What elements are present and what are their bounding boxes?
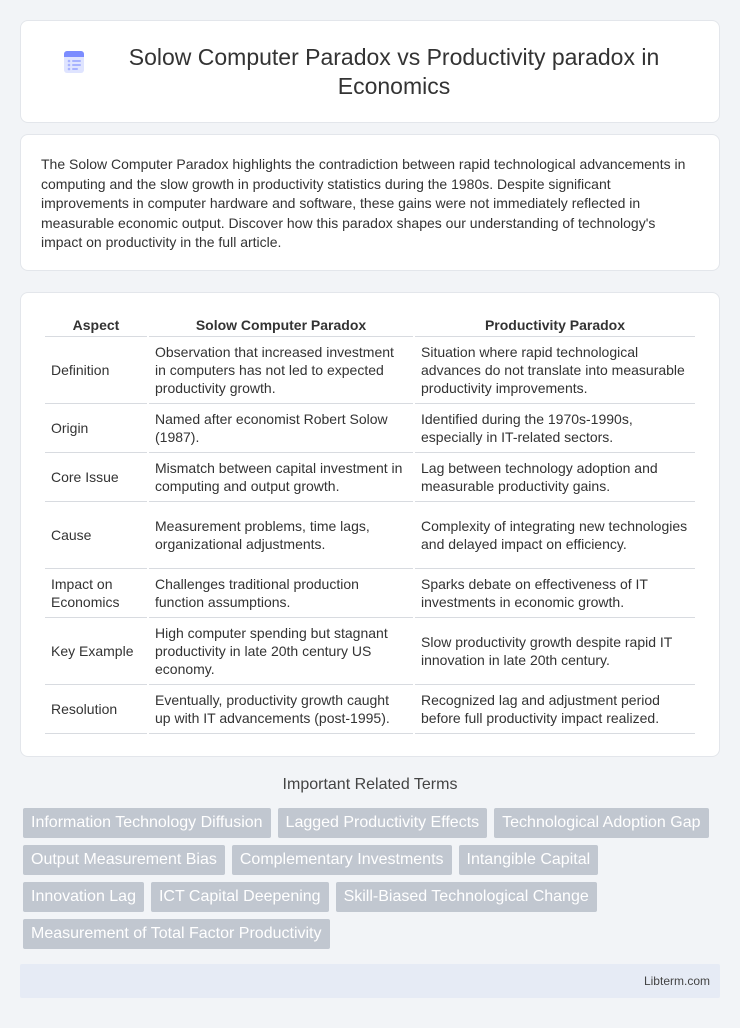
term-tag[interactable]: Complementary Investments — [232, 845, 452, 875]
document-icon — [61, 49, 87, 75]
row-aspect: Core Issue — [45, 453, 147, 502]
intro-paragraph: The Solow Computer Paradox highlights the contradiction between rapid technological advancements in computing and the slow growth in productivity statistics during the 1980s. Despite significant improvements in computer hardware and software, these gains were not immediately reflected in measurable economic output. Discover how this paradox shapes our understanding of technology's impact on productivity in the full article. — [41, 156, 686, 251]
page-title: Solow Computer Paradox vs Productivity paradox in Economics — [128, 43, 660, 99]
term-tag[interactable]: Skill-Biased Technological Change — [336, 882, 597, 912]
terms-row — [23, 919, 723, 949]
table-row — [45, 502, 695, 569]
row-productivity: Identified during the 1970s-1990s, especially in IT-related sectors. — [415, 404, 695, 453]
row-productivity: Lag between technology adoption and measurable productivity gains. — [415, 453, 695, 502]
header-aspect: Aspect — [45, 313, 147, 337]
row-solow: Named after economist Robert Solow (1987). — [149, 404, 413, 453]
row-solow: Mismatch between capital investment in computing and output growth. — [149, 453, 413, 502]
comparison-table — [43, 313, 697, 734]
row-productivity: Situation where rapid technological advances do not translate into measurable productivity improvements. — [415, 337, 695, 404]
term-tag[interactable]: Lagged Productivity Effects — [278, 808, 488, 838]
row-solow: High computer spending but stagnant productivity in late 20th century US economy. — [149, 618, 413, 685]
table-row — [45, 404, 695, 453]
row-aspect: Origin — [45, 404, 147, 453]
term-tag[interactable]: Information Technology Diffusion — [23, 808, 271, 838]
table-row — [45, 337, 695, 404]
term-tag[interactable]: Innovation Lag — [23, 882, 144, 912]
footer-site-link[interactable]: Libterm.com — [643, 974, 710, 988]
row-solow: Eventually, productivity growth caught up with IT advancements (post-1995). — [149, 685, 413, 734]
row-productivity: Complexity of integrating new technologies and delayed impact on efficiency. — [415, 502, 695, 569]
row-aspect: Key Example — [45, 618, 147, 685]
header-solow: Solow Computer Paradox — [149, 313, 413, 337]
related-terms-heading: Important Related Terms — [282, 776, 458, 793]
comparison-card — [20, 292, 720, 757]
table-row — [45, 569, 695, 618]
row-aspect: Cause — [45, 502, 147, 569]
related-terms-list — [23, 808, 723, 956]
terms-row — [23, 808, 723, 838]
term-tag[interactable]: Technological Adoption Gap — [494, 808, 708, 838]
row-solow: Measurement problems, time lags, organizational adjustments. — [149, 502, 413, 569]
row-productivity: Recognized lag and adjustment period before full productivity impact realized. — [415, 685, 695, 734]
row-solow: Challenges traditional production function assumptions. — [149, 569, 413, 618]
term-tag[interactable]: ICT Capital Deepening — [151, 882, 329, 912]
header-productivity: Productivity Paradox — [415, 313, 695, 337]
row-aspect: Definition — [45, 337, 147, 404]
row-aspect: Resolution — [45, 685, 147, 734]
row-productivity: Sparks debate on effectiveness of IT investments in economic growth. — [415, 569, 695, 618]
footer — [20, 964, 720, 998]
title-card — [20, 20, 720, 123]
row-productivity: Slow productivity growth despite rapid IT innovation in late 20th century. — [415, 618, 695, 685]
table-header-row — [45, 313, 695, 337]
term-tag[interactable]: Intangible Capital — [459, 845, 599, 875]
terms-row — [23, 845, 723, 875]
row-aspect: Impact on Economics — [45, 569, 147, 618]
term-tag[interactable]: Measurement of Total Factor Productivity — [23, 919, 330, 949]
intro-card — [20, 134, 720, 271]
terms-row — [23, 882, 723, 912]
table-row — [45, 453, 695, 502]
term-tag[interactable]: Output Measurement Bias — [23, 845, 225, 875]
table-row — [45, 618, 695, 685]
row-solow: Observation that increased investment in computers has not led to expected productivity growth. — [149, 337, 413, 404]
table-row — [45, 685, 695, 734]
